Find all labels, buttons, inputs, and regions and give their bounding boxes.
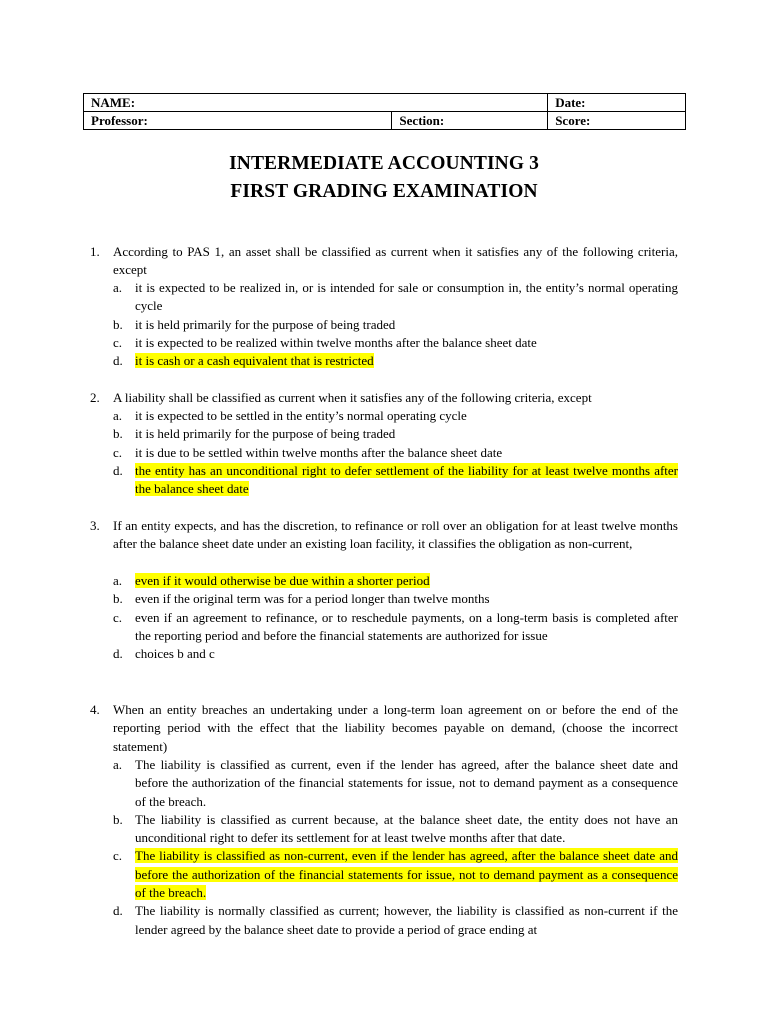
option-text: it is expected to be realized within twelve months after the balance sheet date [135, 334, 537, 350]
option-letter: c. [113, 334, 123, 350]
option-text: it is expected to be settled in the entity’s normal operating cycle [135, 408, 467, 423]
option-text: The liability is classified as current, even if the lender has agreed, after the balance sheet date and before the authorization of the financial statements for issue, not to demand payment as a consequence of the breach. [135, 757, 678, 809]
option-letter: c. [113, 444, 123, 460]
question-number: 1. [90, 244, 100, 259]
option-b[interactable] [113, 316, 678, 334]
option-letter: a. [113, 408, 123, 423]
student-info-row-2 [84, 112, 686, 130]
highlighted-answer: it is cash or a cash equivalent that is restricted [135, 353, 374, 369]
option-letter: d. [113, 646, 123, 662]
option-d[interactable] [113, 462, 678, 499]
option-letter: b. [113, 426, 123, 442]
option-text: The liability is classified as current because, at the balance sheet date, the entity does not have an unconditional right to defer its settlement for at least twelve months after that date. [135, 811, 678, 846]
section-field[interactable] [392, 112, 548, 130]
option-text: even if the original term was for a period longer than twelve months [135, 591, 490, 607]
question-number: 3. [90, 518, 100, 533]
option-a[interactable] [113, 572, 678, 590]
question-stem: According to PAS 1, an asset shall be classified as current when it satisfies any of the following criteria, except [113, 244, 678, 278]
option-c[interactable] [113, 444, 678, 462]
score-field[interactable] [548, 112, 686, 130]
options-list [113, 407, 678, 498]
option-d[interactable] [113, 645, 678, 663]
option-letter: d. [113, 462, 123, 478]
option-letter: d. [113, 353, 123, 369]
option-text: even if an agreement to refinance, or to reschedule payments, on a long-term basis is completed after the reporting period and before the financial statements are authorized for issue [135, 609, 678, 643]
option-c[interactable] [113, 334, 678, 352]
exam-subtitle: FIRST GRADING EXAMINATION [230, 181, 538, 202]
option-text: it is expected to be realized in, or is intended for sale or consumption in, the entity’s normal operating cycle [135, 280, 678, 314]
section-label: Section: [399, 113, 445, 128]
option-a[interactable] [113, 407, 678, 425]
options-list [113, 572, 678, 663]
question-stem: If an entity expects, and has the discretion, to refinance or roll over an obligation for at least twelve months after the balance sheet date under an existing loan facility, it classifies the obligation as non-current, [113, 518, 678, 552]
option-c[interactable] [113, 847, 678, 902]
professor-label: Professor: [91, 113, 148, 128]
highlighted-answer: even if it would otherwise be due within a shorter period [135, 573, 430, 588]
option-text: it is held primarily for the purpose of being traded [135, 426, 396, 442]
option-letter: b. [113, 316, 123, 332]
option-b[interactable] [113, 590, 678, 608]
highlighted-answer: The liability is classified as non-current, even if the lender has agreed, after the balance sheet date and before the authorization of the financial statements for issue, not to demand payment as a consequence of the breach. [135, 848, 678, 901]
exam-title: INTERMEDIATE ACCOUNTING 3 [229, 153, 539, 174]
option-letter: b. [113, 591, 123, 607]
option-letter: a. [113, 757, 123, 772]
option-d[interactable] [113, 352, 678, 370]
option-letter: c. [113, 848, 123, 864]
date-field[interactable] [548, 94, 686, 112]
student-info-table [83, 93, 686, 130]
option-a[interactable] [113, 756, 678, 811]
question-number: 4. [90, 702, 100, 717]
option-text: The liability is normally classified as current; however, the liability is classified as non-current if the lender agreed by the balance sheet date to provide a period of grace ending at [135, 903, 678, 937]
highlighted-answer: the entity has an unconditional right to defer settlement of the liability for at least twelve months after the balance sheet date [135, 462, 678, 497]
option-letter: c. [113, 609, 123, 625]
option-text: choices b and c [135, 646, 215, 662]
option-c[interactable] [113, 609, 678, 646]
date-label: Date: [555, 95, 586, 110]
option-text: it is due to be settled within twelve months after the balance sheet date [135, 444, 503, 460]
option-letter: a. [113, 573, 123, 588]
options-list [113, 756, 678, 939]
option-letter: d. [113, 903, 123, 919]
option-a[interactable] [113, 279, 678, 316]
option-b[interactable] [113, 425, 678, 443]
question-stem: When an entity breaches an undertaking under a long-term loan agreement on or before the end of the reporting period with the effect that the liability becomes payable on demand, (choose the incorrect statement) [113, 702, 678, 754]
options-list [113, 279, 678, 370]
student-info-row-1 [84, 94, 686, 112]
name-field[interactable] [84, 94, 548, 112]
professor-field[interactable] [84, 112, 392, 130]
name-label: NAME: [91, 95, 136, 110]
option-text: it is held primarily for the purpose of being traded [135, 316, 396, 332]
score-label: Score: [555, 113, 591, 128]
question-number: 2. [90, 390, 100, 405]
question-stem: A liability shall be classified as current when it satisfies any of the following criteria, except [113, 390, 592, 405]
option-d[interactable] [113, 902, 678, 939]
option-letter: a. [113, 280, 123, 295]
option-letter: b. [113, 811, 123, 827]
option-b[interactable] [113, 811, 678, 848]
